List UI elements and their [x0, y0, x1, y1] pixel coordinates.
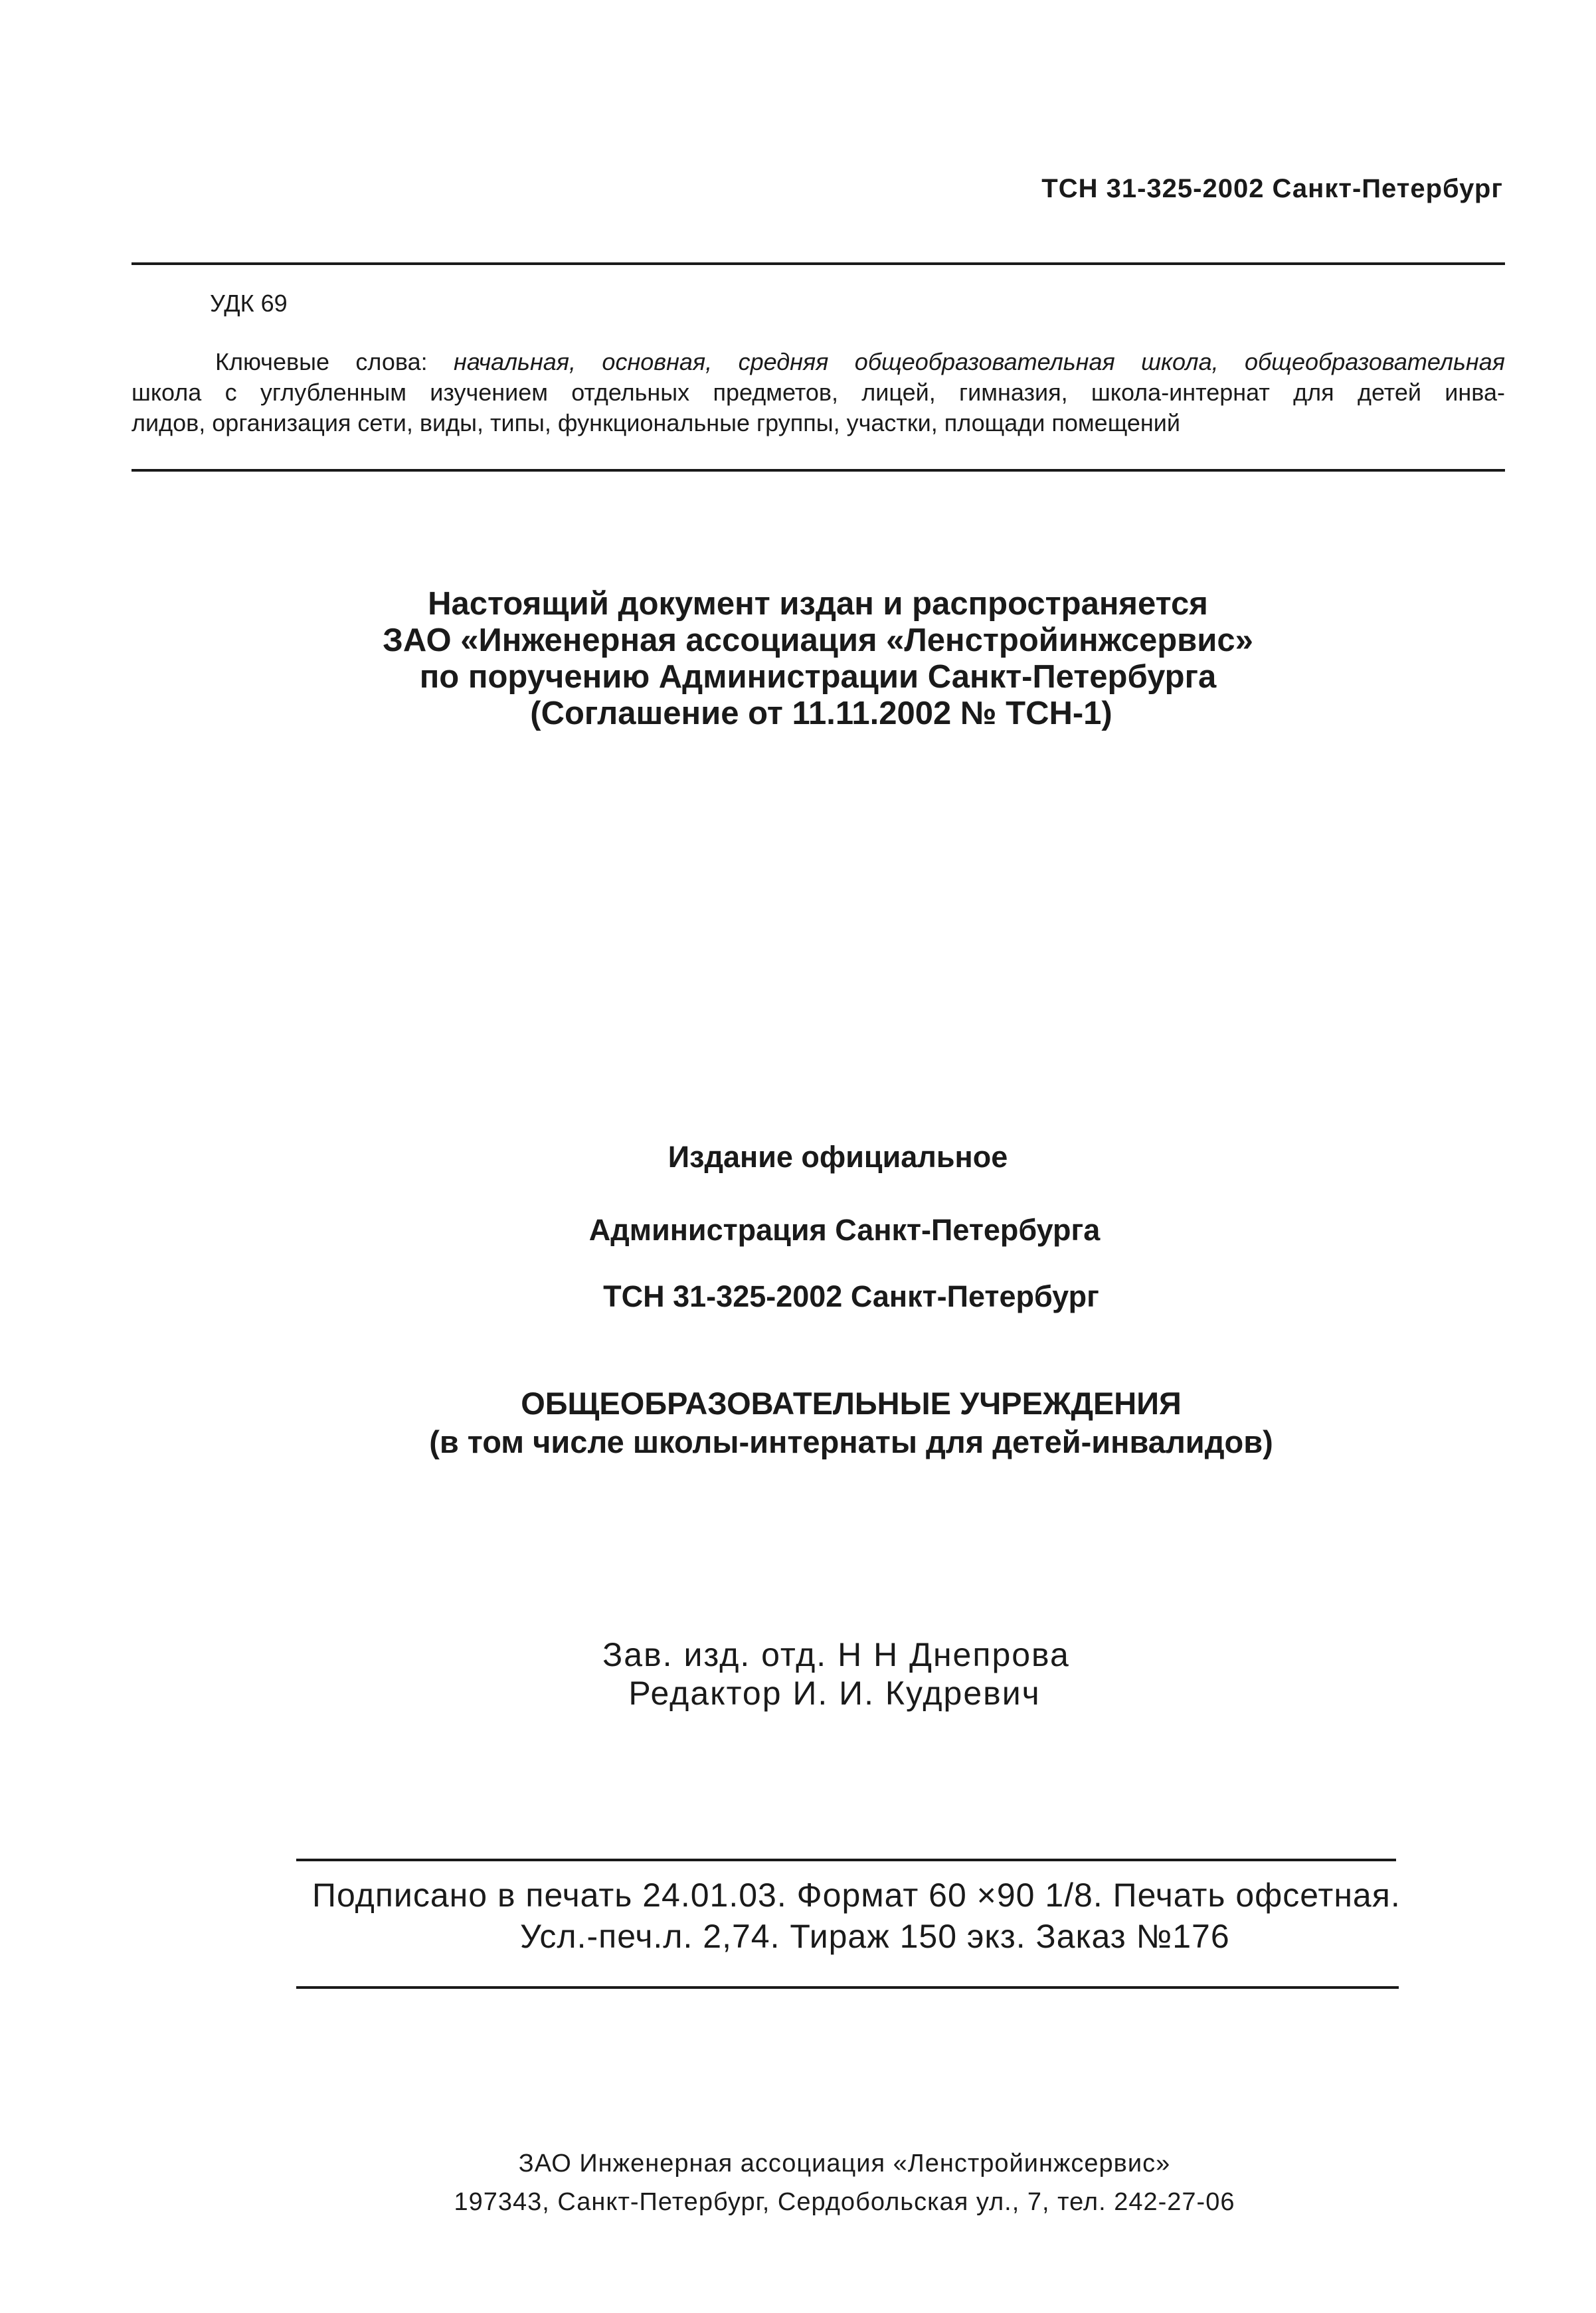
publisher-name: ЗАО Инженерная ассоциация «Ленстройинжсервис»	[518, 2150, 1171, 2177]
publication-note-line-3: по поручению Администрации Санкт-Петербурга	[419, 659, 1217, 695]
top-rule	[132, 262, 1505, 265]
issuer-label: Администрация Санкт-Петербурга	[588, 1213, 1101, 1247]
publisher-block	[0, 2144, 1596, 2221]
publication-note-line-4: (Соглашение от 11.11.2002 № ТСН-1)	[530, 695, 1112, 731]
keywords-block	[132, 347, 1505, 438]
imprint-block	[0, 1875, 1596, 1957]
imprint-bottom-rule	[296, 1986, 1399, 1989]
keywords-text-1: начальная, основная, средняя общеобразовательная школа, общеобразовательная	[454, 348, 1505, 375]
imprint-line-1: Подписано в печать 24.01.03. Формат 60 ×90 1/8. Печать офсетная.	[312, 1877, 1401, 1914]
staff-head: Зав. изд. отд. Н Н Днепрова	[602, 1636, 1070, 1673]
staff-block	[0, 1635, 1596, 1712]
staff-editor: Редактор И. И. Кудревич	[628, 1675, 1041, 1712]
publication-note	[0, 586, 1596, 732]
publication-note-line-1: Настоящий документ издан и распространяется	[428, 586, 1208, 622]
keywords-label: Ключевые слова:	[215, 348, 428, 375]
title-main: ОБЩЕОБРАЗОВАТЕЛЬНЫЕ УЧРЕЖДЕНИЯ	[521, 1386, 1182, 1421]
designation-center: ТСН 31-325-2002 Санкт-Петербург	[603, 1279, 1099, 1313]
keywords-line-1	[132, 347, 1505, 377]
keywords-line-2: школа с углубленным изучением отдельных предметов, лицей, гимназия, школа-интернат для детей инва-	[132, 379, 1505, 406]
publisher-address: 197343, Санкт-Петербург, Сердобольская ул., 7, тел. 242-27-06	[454, 2188, 1235, 2216]
keywords-rule	[132, 469, 1505, 472]
imprint-line-2: Усл.-печ.л. 2,74. Тираж 150 экз. Заказ №176	[520, 1918, 1230, 1955]
imprint-top-rule	[296, 1859, 1396, 1861]
publication-note-line-2: ЗАО «Инженерная ассоциация «Ленстройинжсервис»	[383, 622, 1253, 658]
udc-code: УДК 69	[210, 290, 288, 317]
edition-label: Издание официальное	[667, 1140, 1008, 1174]
header-designation: ТСН 31-325-2002 Санкт-Петербург	[1041, 174, 1503, 203]
document-title	[0, 1384, 1596, 1461]
title-subtitle: (в том числе школы-интернаты для детей-инвалидов)	[429, 1424, 1273, 1459]
keywords-line-3: лидов, организация сети, виды, типы, функциональные группы, участки, площади помещений	[132, 409, 1181, 436]
